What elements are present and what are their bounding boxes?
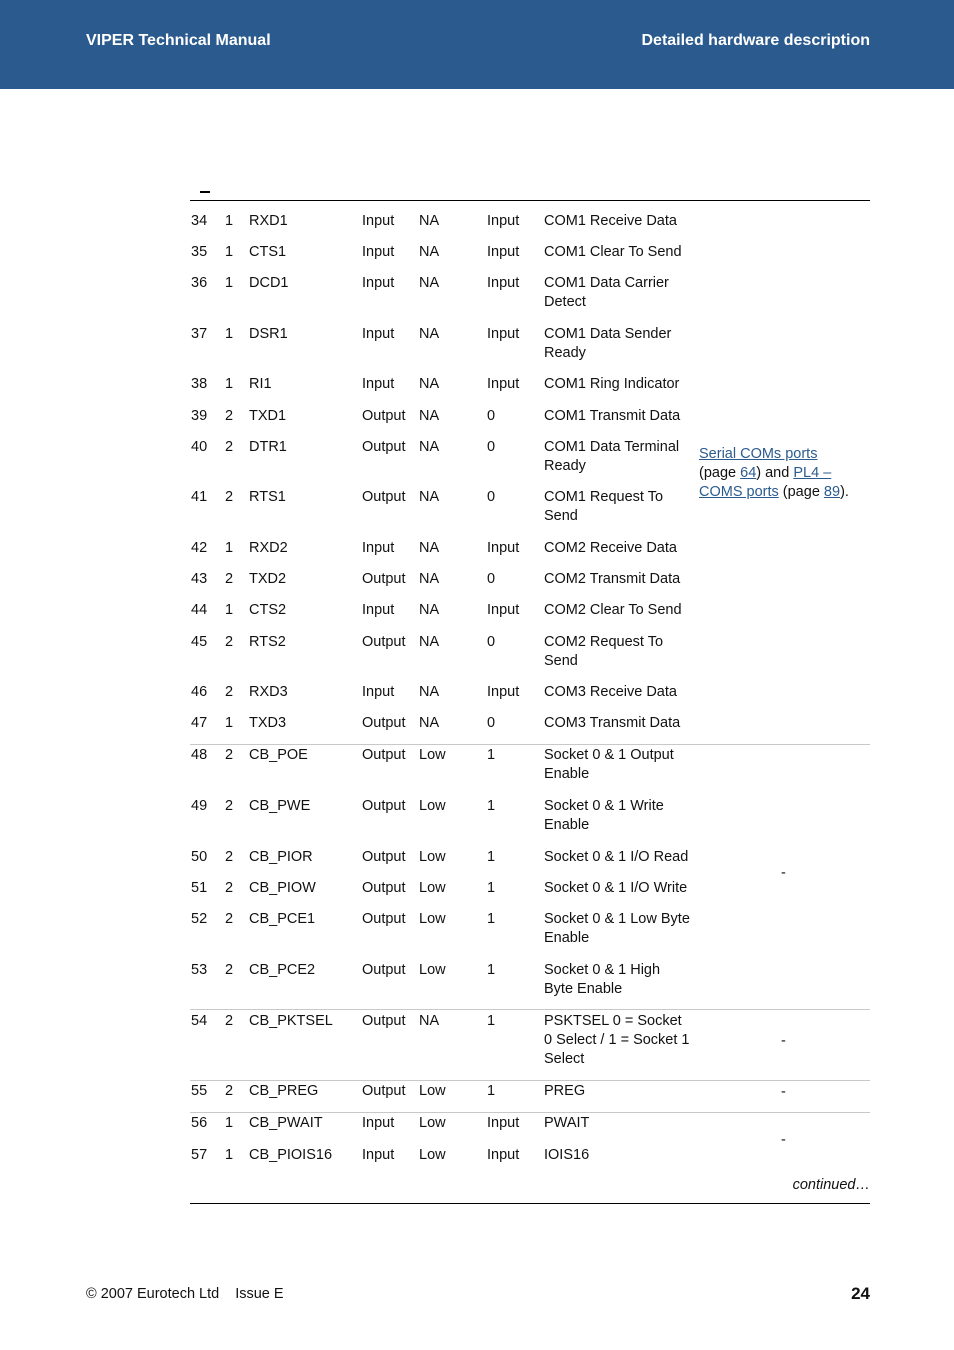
active-level: NA <box>419 634 440 650</box>
description-line: Send <box>544 508 578 524</box>
direction: Output <box>362 1013 406 1029</box>
signal-name: CTS2 <box>249 602 287 618</box>
voltage-level: 1 <box>225 376 234 392</box>
active-level: NA <box>419 489 440 505</box>
signal-description <box>544 683 677 702</box>
reset-state: Input <box>487 602 520 618</box>
signal-name: CB_PCE2 <box>249 962 316 978</box>
signal-description <box>544 243 682 262</box>
direction: Input <box>362 1115 395 1131</box>
group-divider <box>190 1009 870 1010</box>
pin-number: 44 <box>191 602 208 618</box>
signal-name: RXD1 <box>249 213 288 229</box>
signal-description <box>544 1114 589 1133</box>
description-line: Ready <box>544 345 586 361</box>
group-divider <box>190 744 870 745</box>
signal-description <box>544 1082 585 1101</box>
description-line: COM1 Receive Data <box>544 213 677 229</box>
signal-name: RTS1 <box>249 489 286 505</box>
page-64-link[interactable]: 64 <box>740 465 757 481</box>
description-line: COM1 Transmit Data <box>544 408 681 424</box>
copyright: © 2007 Eurotech Ltd <box>86 1286 220 1302</box>
voltage-level: 1 <box>225 326 234 342</box>
description-line: COM1 Request To <box>544 489 664 505</box>
signal-description <box>544 633 663 671</box>
direction: Output <box>362 1083 406 1099</box>
pin-number: 40 <box>191 439 208 455</box>
signal-name: CB_PKTSEL <box>249 1013 333 1029</box>
voltage-level: 2 <box>225 880 234 896</box>
signal-name: CB_PIOIS16 <box>249 1147 333 1163</box>
reset-state: Input <box>487 376 520 392</box>
signal-description <box>544 797 664 835</box>
pin-number: 42 <box>191 540 208 556</box>
direction: Input <box>362 244 395 260</box>
pin-number: 48 <box>191 747 208 763</box>
signal-description <box>544 746 674 784</box>
reset-state: 1 <box>487 1013 496 1029</box>
pin-number: 39 <box>191 408 208 424</box>
pin-number: 57 <box>191 1147 208 1163</box>
description-line: Detect <box>544 294 586 310</box>
pin-number: 52 <box>191 911 208 927</box>
reset-state: Input <box>487 213 520 229</box>
description-line: PSKTSEL 0 = Socket <box>544 1013 682 1029</box>
table-header-mark <box>200 191 210 193</box>
active-level: NA <box>419 540 440 556</box>
signal-description <box>544 879 687 898</box>
active-level: NA <box>419 275 440 291</box>
voltage-level: 2 <box>225 747 234 763</box>
signal-description <box>544 601 682 620</box>
direction: Output <box>362 634 406 650</box>
signal-description <box>544 1012 690 1069</box>
voltage-level: 2 <box>225 911 234 927</box>
reference-cell <box>699 445 869 502</box>
reset-state: 1 <box>487 880 496 896</box>
pin-number: 55 <box>191 1083 208 1099</box>
direction: Output <box>362 715 406 731</box>
page-89-link[interactable]: 89 <box>823 484 841 500</box>
description-line: COM3 Transmit Data <box>544 715 681 731</box>
signal-name: DTR1 <box>249 439 287 455</box>
group-divider <box>190 1080 870 1081</box>
voltage-level: 2 <box>225 489 234 505</box>
signal-description <box>544 438 679 476</box>
active-level: NA <box>419 326 440 342</box>
table-top-rule <box>190 200 870 201</box>
signal-description <box>544 212 677 231</box>
description-line: Socket 0 & 1 Write <box>544 798 664 814</box>
description-line: Enable <box>544 930 590 946</box>
signal-description <box>544 375 679 394</box>
description-line: COM2 Clear To Send <box>544 602 682 618</box>
description-line: PREG <box>544 1083 586 1099</box>
description-line: PWAIT <box>544 1115 590 1131</box>
reset-state: Input <box>487 275 520 291</box>
pin-number: 34 <box>191 213 208 229</box>
pin-number: 38 <box>191 376 208 392</box>
description-line: COM2 Request To <box>544 634 664 650</box>
active-level: Low <box>419 1147 446 1163</box>
signal-name: CB_PIOW <box>249 880 316 896</box>
ref-dash-socket: - <box>781 865 786 881</box>
pin-number: 47 <box>191 715 208 731</box>
active-level: Low <box>419 849 446 865</box>
signal-name: CB_POE <box>249 747 308 763</box>
reset-state: 0 <box>487 439 496 455</box>
direction: Input <box>362 326 395 342</box>
active-level: NA <box>419 244 440 260</box>
ref-and: ) and <box>756 465 794 481</box>
direction: Output <box>362 849 406 865</box>
direction: Output <box>362 571 406 587</box>
reset-state: Input <box>487 326 520 342</box>
page-header <box>0 0 954 89</box>
ref-page-prefix: (page <box>699 465 741 481</box>
signal-name: RTS2 <box>249 634 286 650</box>
signal-description <box>544 714 680 733</box>
signal-description <box>544 407 680 426</box>
direction: Output <box>362 880 406 896</box>
description-line: Socket 0 & 1 I/O Write <box>544 880 688 896</box>
description-line: Enable <box>544 817 590 833</box>
direction: Input <box>362 376 395 392</box>
voltage-level: 2 <box>225 684 234 700</box>
signal-description <box>544 910 690 948</box>
voltage-level: 1 <box>225 715 234 731</box>
reset-state: 0 <box>487 489 496 505</box>
pin-number: 50 <box>191 849 208 865</box>
voltage-level: 1 <box>225 213 234 229</box>
description-line: Byte Enable <box>544 981 623 997</box>
pin-number: 49 <box>191 798 208 814</box>
reset-state: Input <box>487 1147 520 1163</box>
voltage-level: 1 <box>225 602 234 618</box>
direction: Input <box>362 1147 395 1163</box>
signal-name: TXD2 <box>249 571 287 587</box>
description-line: Socket 0 & 1 I/O Read <box>544 849 689 865</box>
description-line: COM1 Data Sender <box>544 326 672 342</box>
pl4-coms-link[interactable]: PL4 – COMS ports <box>699 465 832 500</box>
voltage-level: 1 <box>225 540 234 556</box>
description-line: Socket 0 & 1 Output <box>544 747 674 763</box>
reset-state: 1 <box>487 911 496 927</box>
signal-description <box>544 325 671 363</box>
signal-description <box>544 848 688 867</box>
voltage-level: 1 <box>225 244 234 260</box>
pin-number: 41 <box>191 489 208 505</box>
direction: Input <box>362 602 395 618</box>
signal-name: CB_PWAIT <box>249 1115 323 1131</box>
description-line: COM1 Data Carrier <box>544 275 669 291</box>
active-level: NA <box>419 684 440 700</box>
description-line: Socket 0 & 1 Low Byte <box>544 911 690 927</box>
active-level: Low <box>419 911 446 927</box>
direction: Input <box>362 684 395 700</box>
description-line: IOIS16 <box>544 1147 590 1163</box>
reset-state: Input <box>487 244 520 260</box>
pin-number: 54 <box>191 1013 208 1029</box>
description-line: COM2 Transmit Data <box>544 571 681 587</box>
section-title: Detailed hardware description <box>641 32 870 49</box>
reset-state: 0 <box>487 715 496 731</box>
pin-number: 35 <box>191 244 208 260</box>
reset-state: 1 <box>487 1083 496 1099</box>
reset-state: Input <box>487 540 520 556</box>
direction: Output <box>362 747 406 763</box>
reset-state: 1 <box>487 798 496 814</box>
direction: Output <box>362 962 406 978</box>
active-level: Low <box>419 1083 446 1099</box>
ref-dash-preg: - <box>781 1084 786 1100</box>
signal-name: RI1 <box>249 376 272 392</box>
reset-state: Input <box>487 684 520 700</box>
active-level: NA <box>419 376 440 392</box>
direction: Input <box>362 275 395 291</box>
signal-description <box>544 1146 589 1165</box>
description-line: COM3 Receive Data <box>544 684 677 700</box>
voltage-level: 2 <box>225 798 234 814</box>
active-level: Low <box>419 798 446 814</box>
pin-number: 46 <box>191 684 208 700</box>
active-level: NA <box>419 408 440 424</box>
voltage-level: 2 <box>225 439 234 455</box>
active-level: NA <box>419 571 440 587</box>
direction: Output <box>362 489 406 505</box>
active-level: Low <box>419 1115 446 1131</box>
pin-number: 36 <box>191 275 208 291</box>
ref-dash-pwait: - <box>781 1132 786 1148</box>
description-line: Send <box>544 653 578 669</box>
signal-name: CB_PCE1 <box>249 911 316 927</box>
pin-number: 51 <box>191 880 208 896</box>
voltage-level: 1 <box>225 275 234 291</box>
signal-name: CTS1 <box>249 244 287 260</box>
description-line: COM1 Ring Indicator <box>544 376 680 392</box>
pin-number: 45 <box>191 634 208 650</box>
direction: Output <box>362 911 406 927</box>
signal-name: RXD3 <box>249 684 288 700</box>
voltage-level: 2 <box>225 634 234 650</box>
reset-state: 1 <box>487 747 496 763</box>
reset-state: 1 <box>487 962 496 978</box>
page-footer <box>86 1286 284 1302</box>
ref-dash-pktsel: - <box>781 1033 786 1049</box>
direction: Input <box>362 540 395 556</box>
voltage-level: 2 <box>225 849 234 865</box>
voltage-level: 2 <box>225 1013 234 1029</box>
voltage-level: 1 <box>225 1115 234 1131</box>
active-level: NA <box>419 602 440 618</box>
pin-number: 43 <box>191 571 208 587</box>
signal-description <box>544 570 680 589</box>
signal-description <box>544 488 663 526</box>
direction: Output <box>362 798 406 814</box>
description-line: Socket 0 & 1 High <box>544 962 661 978</box>
pin-number: 53 <box>191 962 208 978</box>
pin-number: 37 <box>191 326 208 342</box>
manual-title: VIPER Technical Manual <box>86 32 271 49</box>
ref-page-prefix-2: (page <box>778 484 824 500</box>
signal-name: TXD1 <box>249 408 287 424</box>
group-divider <box>190 1112 870 1113</box>
reset-state: 0 <box>487 571 496 587</box>
voltage-level: 1 <box>225 1147 234 1163</box>
signal-name: DCD1 <box>249 275 289 291</box>
description-line: Enable <box>544 766 590 782</box>
ref-suffix: ). <box>840 484 849 500</box>
page-number: 24 <box>851 1284 870 1303</box>
description-line: 0 Select / 1 = Socket 1 <box>544 1032 690 1048</box>
pin-number: 56 <box>191 1115 208 1131</box>
table-bottom-rule <box>190 1203 870 1204</box>
signal-description <box>544 961 660 999</box>
description-line: COM2 Receive Data <box>544 540 677 556</box>
reset-state: 0 <box>487 408 496 424</box>
active-level: Low <box>419 747 446 763</box>
direction: Input <box>362 213 395 229</box>
description-line: Ready <box>544 458 586 474</box>
description-line: Select <box>544 1051 585 1067</box>
continued-note: continued… <box>792 1177 870 1193</box>
voltage-level: 2 <box>225 408 234 424</box>
issue: Issue E <box>235 1286 284 1302</box>
description-line: COM1 Data Terminal <box>544 439 680 455</box>
signal-name: CB_PREG <box>249 1083 319 1099</box>
reset-state: 1 <box>487 849 496 865</box>
voltage-level: 2 <box>225 571 234 587</box>
signal-name: CB_PIOR <box>249 849 313 865</box>
active-level: NA <box>419 439 440 455</box>
signal-name: RXD2 <box>249 540 288 556</box>
voltage-level: 2 <box>225 1083 234 1099</box>
active-level: Low <box>419 880 446 896</box>
description-line: COM1 Clear To Send <box>544 244 682 260</box>
active-level: Low <box>419 962 446 978</box>
active-level: NA <box>419 213 440 229</box>
voltage-level: 2 <box>225 962 234 978</box>
direction: Output <box>362 439 406 455</box>
signal-name: TXD3 <box>249 715 287 731</box>
serial-coms-link[interactable]: Serial COMs ports <box>699 446 818 462</box>
signal-name: CB_PWE <box>249 798 311 814</box>
direction: Output <box>362 408 406 424</box>
signal-name: DSR1 <box>249 326 288 342</box>
reset-state: 0 <box>487 634 496 650</box>
active-level: NA <box>419 1013 440 1029</box>
signal-description <box>544 539 677 558</box>
reset-state: Input <box>487 1115 520 1131</box>
active-level: NA <box>419 715 440 731</box>
signal-description <box>544 274 669 312</box>
